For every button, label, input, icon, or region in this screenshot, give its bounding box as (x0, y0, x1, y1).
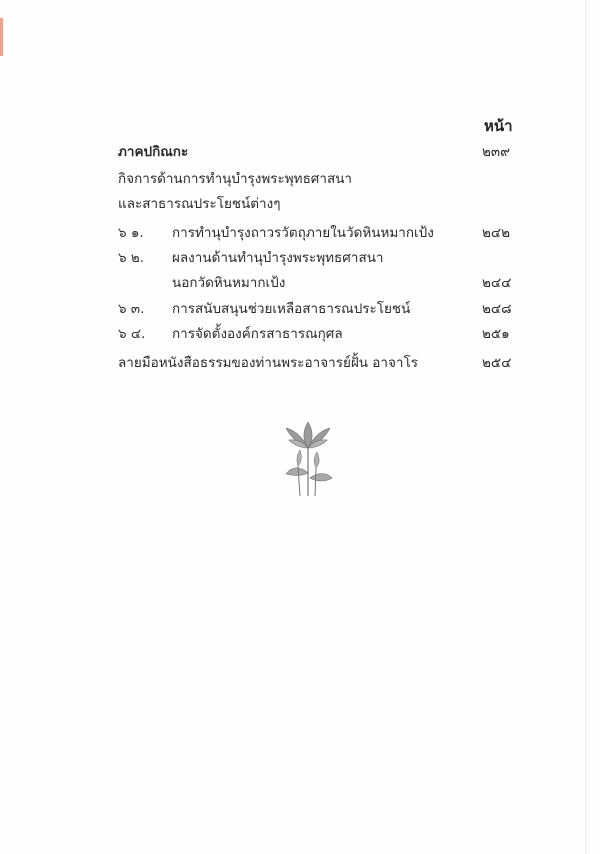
toc-entry-number: ๖ ๑. (118, 225, 144, 241)
toc-entry-page: ๒๔๔ (482, 275, 512, 291)
toc-entry-1[interactable] (0, 222, 600, 244)
toc-entry-title: การจัดตั้งองค์กรสาธารณกุศล (172, 326, 343, 342)
toc-entry-page: ๒๓๙ (482, 144, 511, 160)
toc-entry-2-cont[interactable] (0, 272, 600, 294)
toc-entry-number: ๖ ๒. (118, 250, 145, 266)
toc-entry-4[interactable] (0, 323, 600, 345)
toc-entry-title: การสนับสนุนช่วยเหลือสาธารณประโยชน์ (172, 301, 411, 317)
toc-entry-title: ภาคปกิณกะ (118, 144, 189, 160)
toc-entry-page: ๒๔๘ (482, 301, 512, 317)
scan-edge-mark (0, 18, 3, 56)
toc-entry-2[interactable] (0, 247, 600, 269)
toc-entry-number: ๖ ๓. (118, 301, 145, 317)
toc-entry-title: ผลงานด้านทำนุบำรุงพระพุทธศาสนา (172, 250, 384, 266)
toc-section-heading-cont (0, 193, 600, 215)
scan-edge-line (585, 0, 586, 854)
toc-entry-number: ๖ ๔. (118, 326, 146, 342)
toc-entry-page: ๒๕๑ (482, 326, 510, 342)
page-column-header: หน้า (484, 117, 513, 135)
toc-entry-page: ๒๕๔ (482, 355, 512, 371)
toc-section-heading (0, 168, 600, 190)
toc-section-title-line1: กิจการด้านการทำนุบำรุงพระพุทธศาสนา (118, 171, 353, 187)
toc-entry-title: การทำนุบำรุงถาวรวัตถุภายในวัดหินหมากเป้ง (172, 225, 434, 241)
toc-section-title-line2: และสาธารณประโยชน์ต่างๆ (118, 196, 281, 212)
lotus-icon (280, 418, 336, 498)
toc-entry-page: ๒๔๒ (482, 225, 511, 241)
toc-entry-title-line2: นอกวัดหินหมากเป้ง (172, 275, 286, 291)
toc-entry-3[interactable] (0, 298, 600, 320)
toc-entry-title: ลายมือหนังสือธรรมของท่านพระอาจารย์ฝั้น อาจาโร (118, 355, 418, 371)
toc-entry-appendix[interactable] (0, 141, 600, 163)
toc-entry-handwriting[interactable] (0, 352, 600, 374)
